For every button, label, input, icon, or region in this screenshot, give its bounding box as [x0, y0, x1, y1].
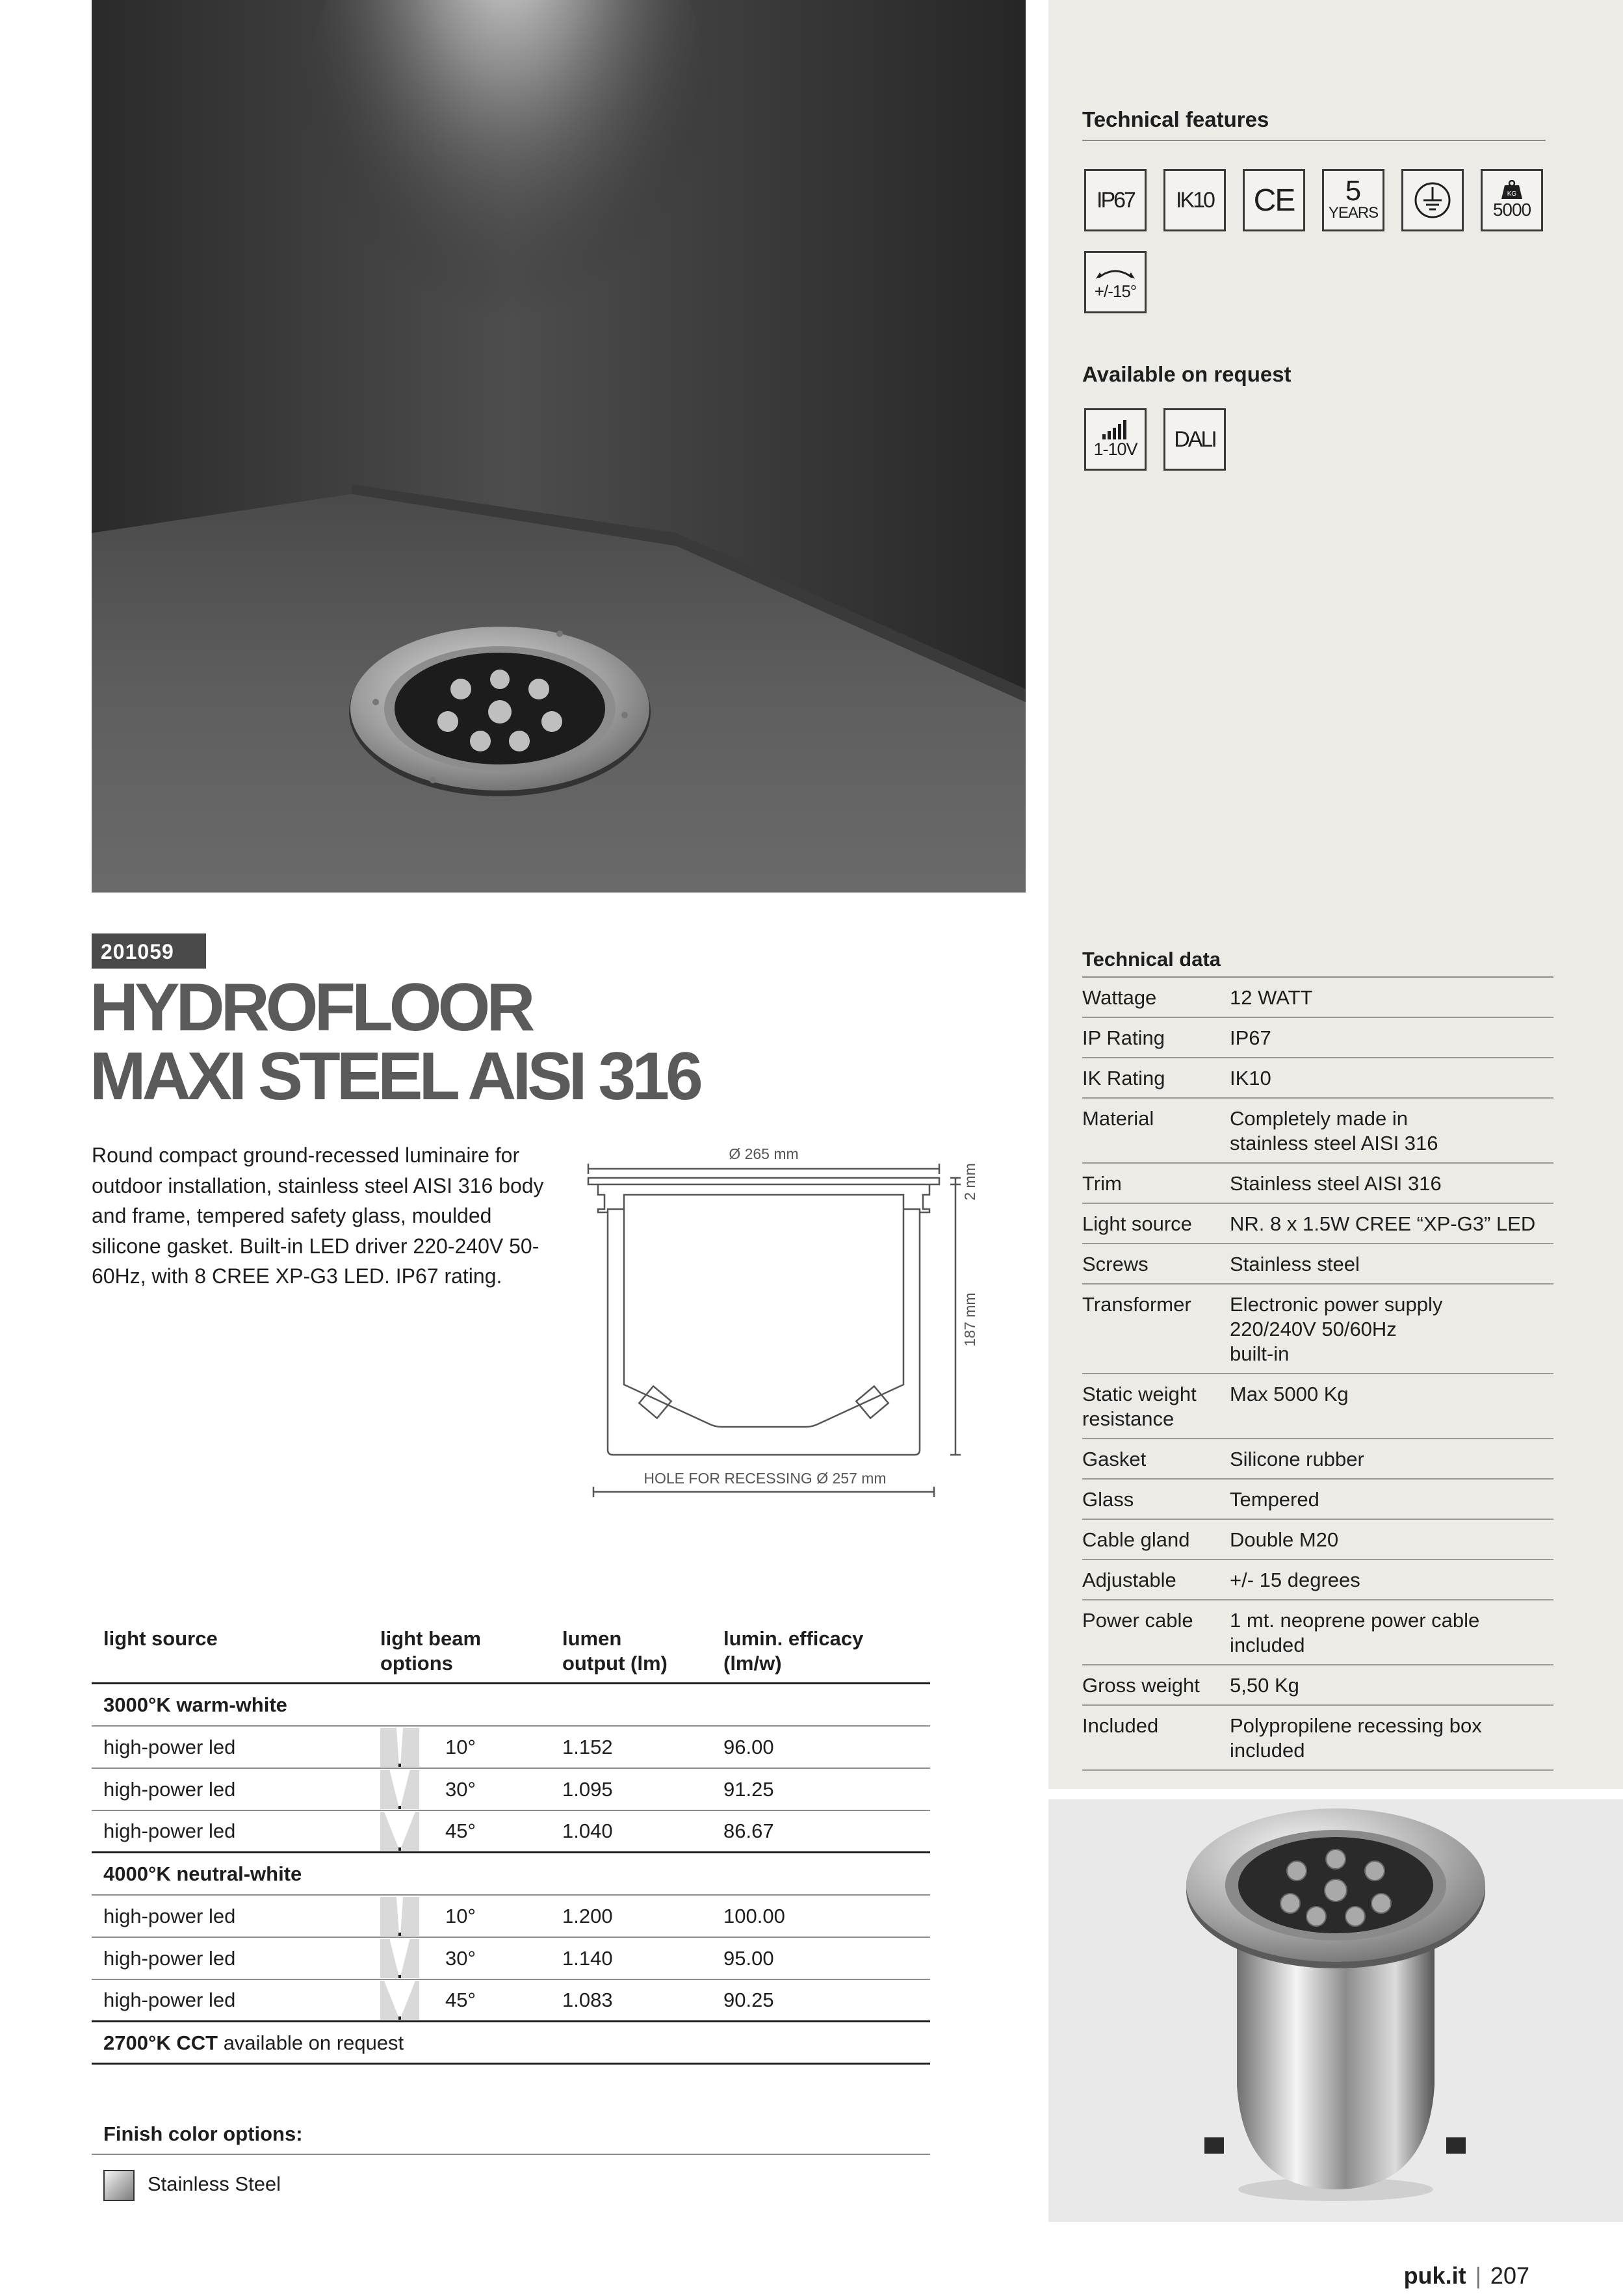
page-footer: [1404, 2262, 1529, 2289]
technical-data-key: Static weight resistance: [1082, 1383, 1197, 1430]
light-table-row: [92, 1727, 930, 1769]
efficacy-cell: 90.25: [723, 1989, 774, 2011]
technical-data-row: [1082, 978, 1553, 1018]
light-source-table: [92, 1626, 930, 2065]
finish-rule: [92, 2154, 930, 2155]
adjustable-tilt-icon: +/-15°: [1084, 251, 1147, 313]
beam-cell: [380, 1812, 562, 1851]
technical-data-key: Gasket: [1082, 1448, 1147, 1470]
light-group-label: 3000°K warm-white: [92, 1684, 930, 1727]
beam-angle-label: 30°: [445, 1946, 476, 1970]
technical-data-value: IK10: [1230, 1067, 1271, 1089]
trim-height-label: 2 mm: [961, 1163, 978, 1201]
technical-data-value: Max 5000 Kg: [1230, 1383, 1349, 1405]
earth-ground-icon: [1401, 169, 1464, 231]
stainless-steel-swatch[interactable]: [103, 2170, 135, 2201]
technical-data-value: 5,50 Kg: [1230, 1674, 1299, 1697]
product-title-line-2: MAXI STEEL AISI 316: [90, 1039, 699, 1114]
technical-data-row: [1082, 1665, 1553, 1706]
beam-cell: [380, 1897, 562, 1936]
technical-data-key: Gross weight: [1082, 1674, 1200, 1697]
technical-data-row: [1082, 1018, 1553, 1058]
technical-data-key: Light source: [1082, 1212, 1192, 1235]
product-description: Round compact ground-recessed luminaire for outdoor installation, stainless steel AISI 316 body and frame, tempered safety glass, moulded silicone gasket. Built-in LED driver 220-240V 50-60Hz, with 8 CREE XP-G3 LED. IP67 rating.: [92, 1143, 544, 1288]
technical-data-rows: [1082, 978, 1553, 1771]
beam-angle-label: 10°: [445, 1735, 476, 1758]
technical-data-key: Material: [1082, 1107, 1154, 1130]
section-drawing: [572, 1138, 994, 1502]
technical-data-row: [1082, 1706, 1553, 1771]
diameter-label: Ø 265 mm: [729, 1145, 799, 1162]
technical-data-value: Tempered: [1230, 1488, 1319, 1511]
technical-data-row: [1082, 1600, 1553, 1665]
technical-data-row: [1082, 1058, 1553, 1099]
header-light-source: light source: [103, 1627, 218, 1650]
finish-option-label: Stainless Steel: [148, 2172, 281, 2195]
technical-data-row: [1082, 1285, 1553, 1374]
efficacy-cell: 91.25: [723, 1777, 774, 1801]
technical-data-row: [1082, 1204, 1553, 1244]
technical-data-value: 12 WATT: [1230, 986, 1313, 1009]
light-source-cell: high-power led: [103, 1820, 236, 1842]
technical-data-row: [1082, 1480, 1553, 1520]
light-table-header: [92, 1626, 930, 1684]
beam-cell: [380, 1728, 562, 1767]
technical-data-key: Transformer: [1082, 1293, 1191, 1316]
product-title: [90, 970, 699, 1114]
light-table-row: [92, 1896, 930, 1938]
ce-mark-icon: CE: [1243, 169, 1305, 231]
header-lumen-output: lumen output (lm): [562, 1627, 668, 1675]
technical-data-heading: Technical data: [1082, 948, 1553, 978]
technical-data-key: Screws: [1082, 1253, 1149, 1275]
beam-angle-label: 45°: [445, 1989, 476, 2011]
technical-data-row: [1082, 1439, 1553, 1480]
footer-site[interactable]: puk.it: [1403, 2262, 1466, 2289]
light-source-cell: high-power led: [103, 1777, 236, 1801]
light-table-row: [92, 1938, 930, 1980]
technical-data-value: Polypropilene recessing box included: [1230, 1714, 1482, 1762]
lumen-cell: 1.083: [562, 1989, 613, 2011]
beam-angle-label: 10°: [445, 1904, 476, 1927]
technical-data-key: IK Rating: [1082, 1067, 1165, 1089]
light-source-cell: high-power led: [103, 1946, 236, 1970]
technical-data-key: Trim: [1082, 1172, 1122, 1195]
technical-data-key: Cable gland: [1082, 1528, 1190, 1551]
beam-cell: [380, 1770, 562, 1809]
efficacy-cell: 86.67: [723, 1820, 774, 1842]
earth-ground-symbol: [1413, 181, 1452, 220]
technical-data-value: Silicone rubber: [1230, 1448, 1364, 1470]
beam-angle-icon: [380, 1939, 419, 1978]
dali-icon: DALI: [1163, 408, 1226, 471]
technical-data-key: Wattage: [1082, 986, 1157, 1009]
technical-data-key: Glass: [1082, 1488, 1134, 1511]
beam-cell: [380, 1939, 562, 1978]
technical-data-value: Double M20: [1230, 1528, 1339, 1551]
svg-text:KG: KG: [1507, 190, 1517, 198]
light-table-footnote: 2700°K CCT available on request: [92, 2022, 930, 2065]
footer-separator: |: [1475, 2262, 1481, 2289]
light-table-row: [92, 1811, 930, 1853]
height-label: 187 mm: [961, 1292, 978, 1347]
lumen-cell: 1.200: [562, 1904, 613, 1927]
light-table-row: [92, 1769, 930, 1811]
light-source-cell: high-power led: [103, 1989, 236, 2011]
beam-angle-label: 45°: [445, 1820, 476, 1842]
technical-data-value: Electronic power supply 220/240V 50/60Hz built-in: [1230, 1293, 1443, 1365]
technical-data-table: [1082, 948, 1553, 1771]
technical-data-row: [1082, 1520, 1553, 1560]
ik10-icon: IK10: [1163, 169, 1226, 231]
lumen-cell: 1.152: [562, 1735, 613, 1758]
light-source-cell: high-power led: [103, 1735, 236, 1758]
technical-data-row: [1082, 1560, 1553, 1600]
technical-data-value: Stainless steel: [1230, 1253, 1360, 1275]
technical-data-row: [1082, 1099, 1553, 1164]
beam-angle-label: 30°: [445, 1777, 476, 1801]
beam-cell: [380, 1981, 562, 2020]
technical-data-key: Included: [1082, 1714, 1159, 1737]
ip67-icon: IP67: [1084, 169, 1147, 231]
technical-data-value: 1 mt. neoprene power cable included: [1230, 1609, 1480, 1656]
dimming-1-10v-icon: 1-10V: [1084, 408, 1147, 471]
lumen-cell: 1.040: [562, 1820, 613, 1842]
hole-label: HOLE FOR RECESSING Ø 257 mm: [643, 1470, 887, 1487]
lumen-cell: 1.095: [562, 1777, 613, 1801]
efficacy-cell: 100.00: [723, 1904, 785, 1927]
product-code: 201059: [92, 933, 206, 969]
section-drawing-svg: [572, 1138, 994, 1502]
technical-data-value: IP67: [1230, 1026, 1271, 1049]
finish-heading: Finish color options:: [103, 2122, 303, 2145]
technical-data-row: [1082, 1244, 1553, 1285]
hero-photo: [92, 0, 1026, 893]
weight-load-icon: KG 5000: [1481, 169, 1543, 231]
product-title-line-1: HYDROFLOOR: [90, 970, 532, 1045]
technical-data-value: +/- 15 degrees: [1230, 1569, 1360, 1591]
beam-angle-icon: [380, 1897, 419, 1936]
technical-data-key: IP Rating: [1082, 1026, 1165, 1049]
beam-angle-icon: [380, 1812, 419, 1851]
technical-data-row: [1082, 1374, 1553, 1439]
installed-luminaire-photo: [92, 0, 1026, 893]
light-table-body: [92, 1684, 930, 2022]
light-group-label: 4000°K neutral-white: [92, 1853, 930, 1896]
weight-symbol: [1501, 180, 1523, 200]
beam-angle-icon: [380, 1728, 419, 1767]
light-table-row: [92, 1980, 930, 2022]
header-efficacy: lumin. efficacy (lm/w): [723, 1627, 864, 1675]
lumen-cell: 1.140: [562, 1946, 613, 1970]
signal-bars-symbol: [1101, 420, 1130, 439]
header-light-beam: light beam options: [380, 1627, 482, 1675]
efficacy-cell: 96.00: [723, 1735, 774, 1758]
beam-angle-icon: [380, 1981, 419, 2020]
warranty-icon: 5 YEARS: [1322, 169, 1384, 231]
luminaire-product-render: [1048, 1799, 1623, 2222]
technical-data-value: Completely made in stainless steel AISI 316: [1230, 1107, 1438, 1155]
technical-data-key: Adjustable: [1082, 1569, 1176, 1591]
technical-data-value: Stainless steel AISI 316: [1230, 1172, 1442, 1195]
technical-data-key: Power cable: [1082, 1609, 1193, 1632]
light-source-cell: high-power led: [103, 1904, 236, 1927]
technical-features-rule: [1082, 140, 1546, 141]
product-photo: [1048, 1799, 1623, 2222]
technical-features-heading: Technical features: [1082, 107, 1269, 131]
available-on-request-heading: Available on request: [1082, 362, 1292, 386]
page-number: 207: [1490, 2262, 1529, 2289]
technical-data-row: [1082, 1164, 1553, 1204]
efficacy-cell: 95.00: [723, 1946, 774, 1970]
technical-data-value: NR. 8 x 1.5W CREE “XP-G3” LED: [1230, 1212, 1536, 1235]
tilt-arrow-symbol: [1095, 263, 1136, 281]
beam-angle-icon: [380, 1770, 419, 1809]
